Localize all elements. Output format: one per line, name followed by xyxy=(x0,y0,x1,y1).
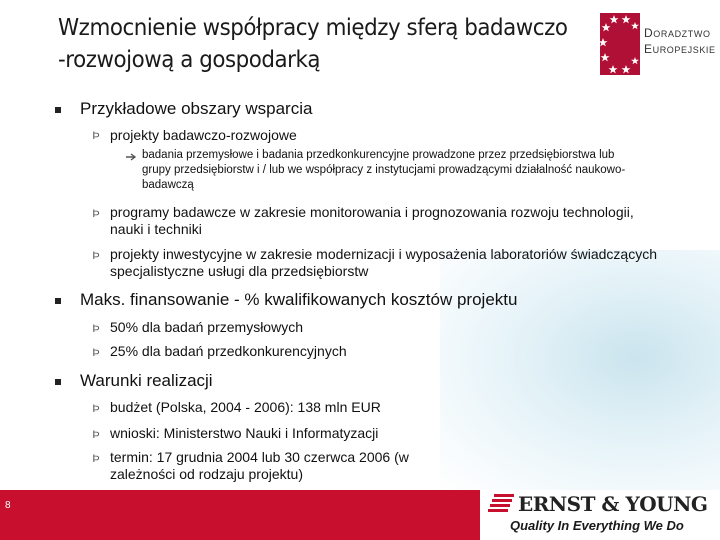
section-heading: Przykładowe obszary wsparcia xyxy=(80,99,313,118)
list-subitem: badania przemysłowe i badania przedkonkurencyjne prowadzone przez przedsiębiorstwa lub grupy przedsiębiorstw i / lub we współpracy z instytucjami prowadzącymi działalność naukowo-badawczą xyxy=(142,149,626,191)
list-item: budżet (Polska, 2004 - 2006): 138 mln EUR xyxy=(110,399,381,415)
section-heading: Maks. finansowanie - % kwalifikowanych kosztów projektu xyxy=(80,290,518,309)
bullet-icon: Þ xyxy=(92,429,100,441)
bullet-icon: Þ xyxy=(92,347,100,359)
bullet-icon: Þ xyxy=(92,250,100,262)
bullet-icon: Þ xyxy=(92,130,100,142)
slide-title-line-1: Wzmocnienie współpracy między sferą badawczo xyxy=(58,15,568,41)
footer-bar xyxy=(0,490,720,540)
bullet-icon: Þ xyxy=(92,453,100,465)
square-bullet-icon xyxy=(55,107,61,113)
ernst-young-brand: ERNST & YOUNG xyxy=(518,492,708,516)
slide-title-line-2: -rozwojową a gospodarką xyxy=(58,47,321,73)
bullet-icon: Þ xyxy=(92,403,100,415)
list-item: programy badawcze w zakresie monitorowania i prognozowania rozwoju technologii, nauki i techniki xyxy=(110,204,634,237)
list-item: termin: 17 grudnia 2004 lub 30 czerwca 2006 (w zależności od rodzaju projektu) xyxy=(110,449,409,482)
bullet-icon: Þ xyxy=(92,323,100,335)
list-item: projekty inwestycyjne w zakresie modernizacji i wyposażenia laboratoriów świadczących specjalistyczne usługi dla przedsiębiorstw xyxy=(110,246,658,279)
logo-line2-rest: UROPEJSKIE xyxy=(652,45,716,55)
arrow-right-icon xyxy=(125,152,139,162)
logo-line1-initial: D xyxy=(644,26,654,40)
square-bullet-icon xyxy=(55,379,61,385)
list-item: projekty badawczo-rozwojowe xyxy=(110,127,297,143)
list-item: 25% dla badań przedkonkurencyjnych xyxy=(110,343,347,359)
section-heading: Warunki realizacji xyxy=(80,371,213,390)
bullet-icon: Þ xyxy=(92,208,100,220)
square-bullet-icon xyxy=(55,298,61,304)
footer-red-strip xyxy=(0,490,480,540)
ernst-young-stripes-icon xyxy=(488,493,514,515)
list-item: wnioski: Ministerstwo Nauki i Informatyzacji xyxy=(110,425,379,441)
list-item: 50% dla badań przemysłowych xyxy=(110,319,303,335)
page-number: 8 xyxy=(5,500,11,511)
logo-line2-initial: E xyxy=(644,42,653,56)
ernst-young-tagline: Quality In Everything We Do xyxy=(510,518,684,533)
logo-line1-rest: ORADZTWO xyxy=(653,29,711,39)
